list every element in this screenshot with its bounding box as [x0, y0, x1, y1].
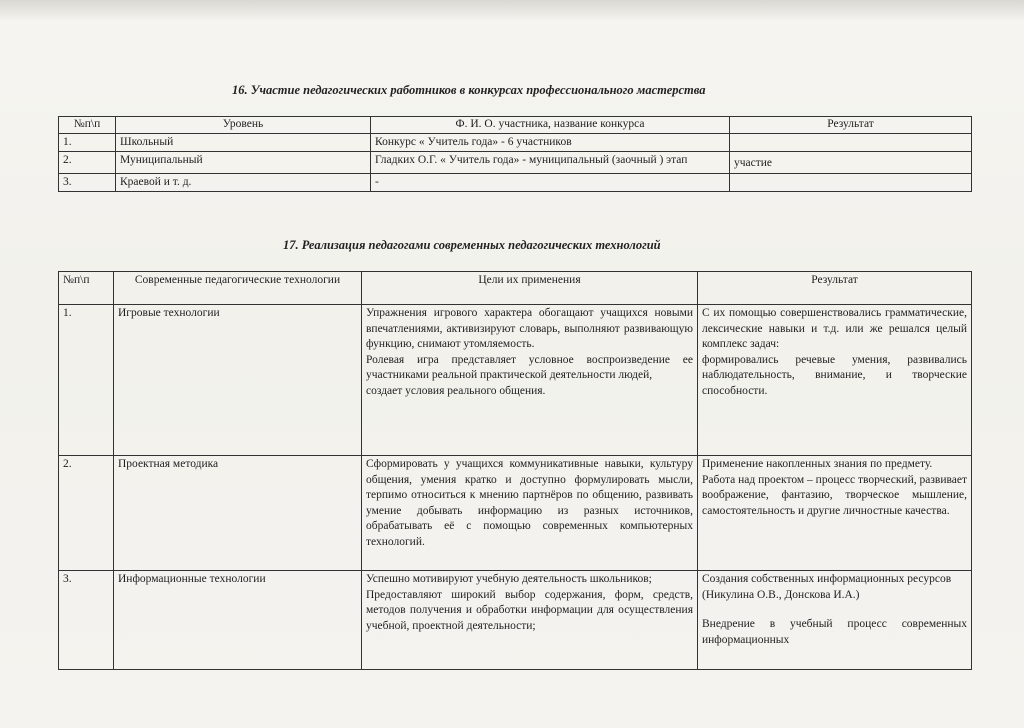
goal-paragraph: создает условия реального общения. [366, 384, 546, 397]
goal-paragraph: Ролевая игра представляет условное воспроизведение ее участниками реальной практической деятельности людей, [366, 353, 693, 382]
col-header-level: Уровень [116, 117, 371, 134]
col-header-participant: Ф. И. О. участника, название конкурса [371, 117, 730, 134]
section-17-title: 17. Реализация педагогами современных педагогических технологий [283, 238, 661, 252]
row-goals [362, 305, 698, 456]
row-technology: Информационные технологии [114, 571, 362, 670]
contest-participation-table [58, 116, 972, 192]
result-paragraph: Создания собственных информационных ресурсов [702, 573, 952, 585]
result-spacer [702, 603, 967, 617]
row-number: 1. [59, 305, 114, 456]
table-row [59, 133, 972, 152]
result-paragraph: Работа над проектом – процесс творческий, развивает воображение, фантазию, творческое мышление, самостоятельность и другие личностные качества. [702, 473, 967, 517]
row-technology: Проектная методика [114, 456, 362, 571]
pedagogical-technologies-table [58, 271, 972, 670]
table-row [59, 456, 972, 571]
row-number: 3. [59, 571, 114, 670]
result-paragraph: Применение накопленных знания по предмету. [702, 458, 933, 470]
row-result: участие [730, 152, 972, 174]
col-header-result: Результат [730, 117, 972, 134]
row-result [730, 173, 972, 192]
col-header-number: №п\п [59, 117, 116, 134]
result-paragraph: С их помощью совершенствовались грамматические, лексические навыки и т.д. или же решался целый комплекс задач: [702, 307, 967, 351]
section-16-title: 16. Участие педагогических работников в конкурсах профессионального мастерства [232, 83, 706, 97]
row-number: 1. [59, 133, 116, 152]
row-technology: Игровые технологии [114, 305, 362, 456]
row-result [698, 305, 972, 456]
col-header-number: №п\п [59, 272, 114, 305]
row-goals [362, 571, 698, 670]
row-number: 3. [59, 173, 116, 192]
row-result [730, 133, 972, 152]
row-level: Краевой и т. д. [116, 173, 371, 192]
row-number: 2. [59, 152, 116, 174]
table-row [59, 571, 972, 670]
goal-paragraph: Сформировать у учащихся коммуникативные навыки, культуру общения, умения кратко и доступно формулировать мысли, терпимо относиться к мнению партнёров по общению, развивать умение добывать информацию из разных источников, обрабатывать её с помощью современных компьютерных технологий. [366, 458, 693, 548]
col-header-technology: Современные педагогические технологии [114, 272, 362, 305]
table-row [59, 152, 972, 174]
row-level: Школьный [116, 133, 371, 152]
row-participant: Конкурс « Учитель года» - 6 участников [371, 133, 730, 152]
row-number: 2. [59, 456, 114, 571]
table-header-row [59, 117, 972, 134]
result-paragraph: формировались речевые умения, развивались наблюдательность, внимание, и творческие способности. [702, 353, 967, 397]
row-result [698, 571, 972, 670]
col-header-result: Результат [698, 272, 972, 305]
goal-paragraph: Предоставляют широкий выбор содержания, форм, средств, методов получения и обработки информации для осуществления учебной, проектной деятельности; [366, 588, 693, 632]
result-paragraph: Внедрение в учебный процесс современных информационных [702, 618, 967, 646]
row-result [698, 456, 972, 571]
table-row [59, 305, 972, 456]
goal-paragraph: Успешно мотивируют учебную деятельность школьников; [366, 573, 652, 585]
goal-paragraph: Упражнения игрового характера обогащают учащихся новыми впечатлениями, активизируют словарь, выполняют развивающую функцию, снимают утомляемость. [366, 307, 693, 351]
col-header-goals: Цели их применения [362, 272, 698, 305]
table-row [59, 173, 972, 192]
row-goals [362, 456, 698, 571]
row-level: Муниципальный [116, 152, 371, 174]
scan-shadow [0, 0, 1024, 22]
result-paragraph: (Никулина О.В., Донскова И.А.) [702, 588, 860, 601]
table-header-row [59, 272, 972, 305]
row-participant: Гладких О.Г. « Учитель года» - муниципальный (заочный ) этап [371, 152, 730, 174]
row-participant: - [371, 173, 730, 192]
